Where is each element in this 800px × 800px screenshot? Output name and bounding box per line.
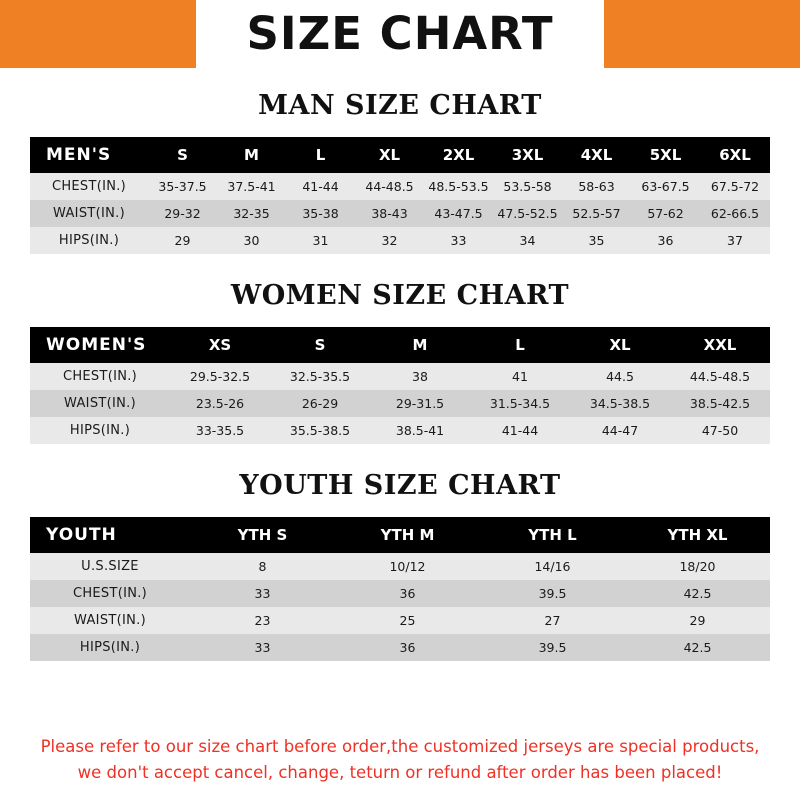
table-header-row	[30, 327, 770, 363]
table-header-cell: 4XL	[580, 146, 613, 164]
row-label: CHEST(IN.)	[62, 369, 138, 384]
row-label: HIPS(IN.)	[58, 233, 120, 248]
table-row	[30, 580, 770, 607]
youth-section-title: YOUTH SIZE CHART	[239, 470, 561, 501]
table-cell: 35-38	[302, 206, 339, 221]
table-header-cell: YTH S	[237, 526, 288, 544]
table-header-row	[30, 137, 770, 173]
man-section-title: MAN SIZE CHART	[258, 90, 542, 121]
table-header-cell: 5XL	[649, 146, 682, 164]
table-cell: 37.5-41	[227, 179, 276, 194]
table-header-cell: XS	[208, 336, 232, 354]
table-cell: 42.5	[683, 586, 712, 601]
table-cell: 33	[254, 586, 271, 601]
table-header-cell: M	[412, 336, 428, 354]
table-row	[30, 363, 770, 390]
table-cell: 32.5-35.5	[289, 369, 351, 384]
table-cell: 62-66.5	[710, 206, 760, 221]
row-label: HIPS(IN.)	[79, 640, 141, 655]
table-cell: 29	[689, 613, 706, 628]
table-cell: 44.5	[606, 369, 634, 384]
row-label: U.S.SIZE	[81, 559, 139, 574]
table-cell: 38	[412, 369, 428, 384]
table-cell: 18/20	[679, 559, 716, 574]
table-cell: 41	[512, 369, 528, 384]
table-cell: 44-48.5	[365, 179, 414, 194]
table-cell: 14/16	[534, 559, 571, 574]
table-header-cell: L	[515, 336, 525, 354]
row-label: CHEST(IN.)	[72, 586, 148, 601]
order-policy-note	[0, 734, 800, 786]
table-header-cell: S	[177, 146, 188, 164]
table-cell: 23.5-26	[195, 396, 245, 411]
table-cell: 31.5-34.5	[489, 396, 551, 411]
table-cell: 47.5-52.5	[497, 206, 558, 221]
table-row	[30, 553, 770, 580]
table-header-row	[30, 517, 770, 553]
page-title: SIZE CHART	[246, 7, 554, 60]
table-cell: 35-37.5	[158, 179, 207, 194]
table-cell: 44-47	[601, 423, 639, 438]
row-label: WAIST(IN.)	[74, 613, 146, 628]
table-cell: 39.5	[538, 640, 567, 655]
table-header-cell: 6XL	[719, 146, 751, 164]
table-cell: 29	[174, 233, 191, 248]
table-cell: 36	[657, 233, 674, 248]
table-cell: 67.5-72	[710, 179, 760, 194]
table-cell: 29-32	[164, 206, 201, 221]
table-row	[30, 607, 770, 634]
table-header-cell: 2XL	[442, 146, 475, 164]
table-cell: 36	[399, 640, 416, 655]
man-size-table	[30, 137, 770, 254]
row-label: HIPS(IN.)	[69, 423, 131, 438]
table-cell: 10/12	[389, 559, 426, 574]
table-cell: 53.5-58	[503, 179, 552, 194]
table-header-cell: M	[244, 146, 259, 164]
table-cell: 38.5-42.5	[689, 396, 751, 411]
row-label: CHEST(IN.)	[51, 179, 127, 194]
table-header-cell: YTH XL	[667, 526, 728, 544]
table-cell: 35	[588, 233, 605, 248]
table-cell: 26-29	[301, 396, 339, 411]
table-cell: 29-31.5	[395, 396, 445, 411]
table-header-cell: YOUTH	[46, 525, 117, 545]
table-row	[30, 417, 770, 444]
table-cell: 35.5-38.5	[289, 423, 351, 438]
table-cell: 27	[544, 613, 561, 628]
youth-size-table	[30, 517, 770, 661]
table-cell: 33	[450, 233, 467, 248]
table-cell: 37	[727, 233, 743, 248]
table-cell: 47-50	[701, 423, 739, 438]
table-cell: 42.5	[683, 640, 712, 655]
table-cell: 23	[254, 613, 271, 628]
table-cell: 63-67.5	[641, 179, 690, 194]
women-size-table	[30, 327, 770, 444]
table-cell: 32-35	[233, 206, 270, 221]
table-header-cell: L	[315, 146, 326, 164]
table-cell: 29.5-32.5	[189, 369, 251, 384]
table-cell: 38.5-41	[395, 423, 445, 438]
table-header-cell: WOMEN'S	[46, 335, 147, 355]
table-cell: 25	[399, 613, 416, 628]
table-cell: 36	[399, 586, 416, 601]
table-cell: 38-43	[371, 206, 408, 221]
table-cell: 44.5-48.5	[689, 369, 751, 384]
note-line-2: we don't accept cancel, change, teturn or refund after order has been placed!	[77, 763, 723, 782]
table-row	[30, 227, 770, 254]
table-cell: 41-44	[302, 179, 339, 194]
table-row	[30, 200, 770, 227]
table-header-cell: 3XL	[511, 146, 544, 164]
table-cell: 43-47.5	[434, 206, 483, 221]
table-cell: 58-63	[578, 179, 615, 194]
table-header-cell: YTH L	[528, 526, 577, 544]
women-section-title: WOMEN SIZE CHART	[230, 280, 570, 311]
table-cell: 31	[312, 233, 329, 248]
table-row	[30, 390, 770, 417]
row-label: WAIST(IN.)	[53, 206, 125, 221]
table-header-cell: XXL	[703, 336, 737, 354]
table-cell: 8	[258, 559, 267, 574]
table-cell: 39.5	[538, 586, 567, 601]
table-cell: 33-35.5	[195, 423, 245, 438]
row-label: WAIST(IN.)	[64, 396, 136, 411]
table-cell: 33	[254, 640, 271, 655]
table-header-cell: YTH M	[380, 526, 435, 544]
header-banner	[0, 0, 800, 68]
table-header-cell: XL	[378, 146, 401, 164]
table-cell: 32	[381, 233, 398, 248]
table-header-cell: S	[314, 336, 326, 354]
table-cell: 30	[243, 233, 260, 248]
note-line-1: Please refer to our size chart before order,the customized jerseys are special products,	[40, 737, 760, 756]
table-cell: 34.5-38.5	[589, 396, 651, 411]
table-header-cell: XL	[609, 336, 631, 354]
table-header-cell: MEN'S	[46, 145, 112, 165]
table-cell: 57-62	[647, 206, 684, 221]
table-row	[30, 173, 770, 200]
table-cell: 52.5-57	[572, 206, 621, 221]
table-cell: 41-44	[501, 423, 539, 438]
table-cell: 48.5-53.5	[428, 179, 489, 194]
table-cell: 34	[519, 233, 536, 248]
table-row	[30, 634, 770, 661]
